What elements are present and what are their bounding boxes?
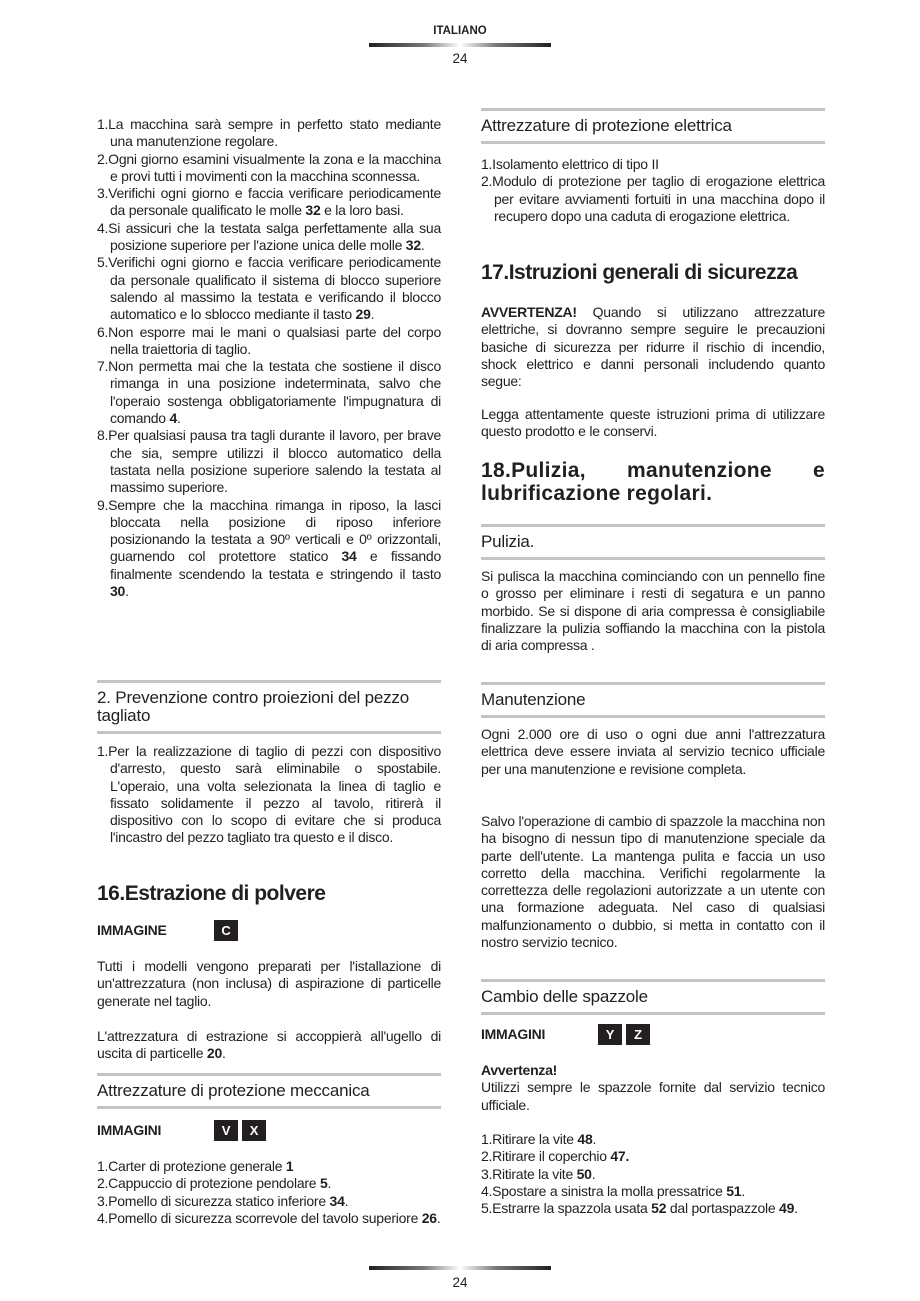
figure-reference (481, 1024, 825, 1045)
text-segment: . (741, 1182, 745, 1199)
text-segment: 3.Ritirate la vite (481, 1165, 577, 1182)
text-segment: Salvo l'operazione di cambio di spazzole la macchina non ha bisogno di nessun tipo di manutenzione speciale da parte dell'utente. La mantenga pulita e faccia un uso corretto della macchina. Verifichi regolarmente la correttezza delle regolazioni autorizzate a un utente con una formazione adeguata. Nel caso di qualsiasi malfunzionamento o dubbio, si metta in contatto con il nostro servizio tecnico. (481, 813, 825, 951)
list-item (97, 254, 441, 323)
text-segment: 7.Non permetta mai che la testata che sostiene il disco rimanga in una posizione indeterminata, salvo che l'operaio sostenga obbligatoriamente l'impugnatura di comando (97, 358, 441, 427)
text-segment: 6.Non esporre mai le mani o qualsiasi parte del corpo nella traiettoria di taglio. (97, 323, 441, 357)
figure-badge: Y (598, 1024, 622, 1045)
text-segment: dal portaspazzole (666, 1200, 780, 1217)
list-item (97, 116, 441, 151)
figure-badge: Z (626, 1024, 650, 1045)
text-segment: 2.Cappuccio di protezione pendolare (97, 1175, 320, 1192)
figure-reference (97, 920, 441, 941)
bold-reference: 50 (576, 1165, 592, 1182)
numbered-list (97, 116, 441, 600)
text-segment: Utilizzi sempre le spazzole fornite dal servizio tecnico ufficiale. (481, 1079, 825, 1113)
page-number-bottom: 24 (452, 1275, 468, 1290)
bold-reference: 4 (169, 410, 178, 427)
text-segment: . (794, 1200, 798, 1217)
text-segment: Ogni 2.000 ore di uso o ogni due anni l'attrezzatura elettrica deve essere inviata al servizio tecnico ufficiale per una manutenzione e revisione completa. (481, 726, 825, 777)
text-segment: . (327, 1175, 332, 1192)
subsection-heading: Pulizia. (481, 524, 825, 560)
text-segment: . (344, 1192, 349, 1209)
subsection-heading: 2. Prevenzione contro proiezioni del pezzo tagliato (97, 680, 441, 734)
list-item (481, 1131, 825, 1148)
list-item (481, 156, 825, 173)
figure-badge: V (214, 1120, 238, 1141)
text-segment: . (370, 306, 375, 323)
list-item (97, 1175, 441, 1192)
paragraph (481, 406, 825, 441)
list-item (97, 358, 441, 427)
list-item (97, 185, 441, 220)
bold-reference: AVVERTENZA! (481, 304, 577, 320)
text-segment: Quando si utilizzano attrezzature elettriche, si dovranno sempre seguire le precauzioni basiche di sicurezza per ridurre il rischio di incendio, shock elettrico e danni personali includendo quanto segue: (481, 304, 825, 390)
paragraph (97, 958, 441, 1010)
text-segment: 4.Si assicuri che la testata salga perfettamente alla sua posizione superiore per l'azione unica delle molle (97, 219, 441, 254)
paragraph (481, 726, 825, 778)
bold-reference: 34 (329, 1192, 345, 1209)
bold-reference: 1 (285, 1158, 294, 1174)
text-segment: . (222, 1045, 226, 1062)
numbered-list (97, 1158, 441, 1227)
list-item (481, 1148, 825, 1165)
text-segment: . (420, 237, 425, 254)
footer-divider (369, 1266, 551, 1270)
text-segment: 1.Ritirare la vite (481, 1131, 578, 1147)
text-segment: . (125, 583, 129, 600)
bold-reference: 34 (341, 548, 357, 565)
subsection-heading: Attrezzature di protezione meccanica (97, 1073, 441, 1109)
text-segment: 4.Spostare a sinistra la molla pressatrice (481, 1182, 727, 1199)
numbered-list (481, 156, 825, 225)
subsection-heading: Cambio delle spazzole (481, 979, 825, 1015)
list-item (481, 1166, 825, 1183)
text-segment: 2.Modulo di protezione per taglio di erogazione elettrica per evitare avviamenti fortuiti in una macchina dopo il recupero dopo una caduta di erogazione elettrica. (481, 173, 825, 224)
text-segment: . (177, 410, 181, 427)
numbered-list (97, 743, 441, 847)
bold-reference: Avvertenza! (481, 1062, 558, 1078)
list-item (97, 497, 441, 601)
list-item (481, 1200, 825, 1217)
list-item (97, 1210, 441, 1227)
bold-reference: 52 (651, 1200, 667, 1217)
text-segment: 1.Carter di protezione generale (97, 1158, 286, 1174)
paragraph (481, 813, 825, 951)
text-segment: 1.La macchina sarà sempre in perfetto stato mediante una manutenzione regolare. (97, 116, 441, 150)
list-item (481, 173, 825, 225)
list-item (97, 324, 441, 359)
text-segment: . (591, 1165, 596, 1182)
bold-reference: 26 (421, 1209, 437, 1226)
list-item (97, 743, 441, 847)
text-segment: . (592, 1131, 597, 1147)
list-item (481, 1183, 825, 1200)
figure-reference (97, 1120, 441, 1141)
text-segment: 5.Verifichi ogni giorno e faccia verificare periodicamente da personale qualificato il sistema di blocco superiore salendo al massimo la testata e verificando il blocco automatico e lo sblocco mediante il tasto (97, 254, 441, 323)
text-segment: 9.Sempre che la macchina rimanga in riposo, la lasci bloccata nella posizione di riposo inferiore posizionando la testata a 90º verticali e 0º orizzontali, guarnendo col protettore statico (97, 496, 441, 565)
text-segment: 2.Ogni giorno esamini visualmente la zona e la macchina e provi tutti i movimenti con la macchina sconnessa. (97, 150, 441, 184)
text-segment: L'attrezzatura di estrazione si accoppierà all'ugello di uscita di particelle (97, 1028, 441, 1062)
bold-reference: 20 (206, 1045, 222, 1062)
figure-badge: C (214, 920, 238, 941)
text-segment: 1.Per la realizzazione di taglio di pezzi con dispositivo d'arresto, questo sarà eliminabile o spostabile. L'operaio, una volta selezionata la linea di taglio e fissato solidamente il pezzo al tavolo, ritirerà il dispositivo con lo scopo di evitare che si produca l'incastro del pezzo tagliato tra questo e il disco. (97, 743, 441, 846)
figure-label: IMMAGINI (481, 1025, 546, 1042)
page-number-top: 24 (452, 51, 468, 66)
text-segment: 2.Ritirare il coperchio (481, 1148, 611, 1165)
bold-reference: 5 (319, 1175, 328, 1192)
figure-label: IMMAGINI (97, 1121, 162, 1138)
list-item (97, 220, 441, 255)
bold-reference: 49 (779, 1200, 795, 1217)
list-item (97, 151, 441, 186)
text-segment: Tutti i modelli vengono preparati per l'istallazione di un'attrezzatura (non inclusa) di aspirazione di particelle generate nel taglio. (97, 958, 441, 1009)
bold-reference: 47. (610, 1148, 630, 1165)
text-segment: . (436, 1209, 441, 1226)
figure-label: IMMAGINE (97, 921, 167, 938)
subsection-heading: Attrezzature di protezione elettrica (481, 108, 825, 144)
list-item (97, 1193, 441, 1210)
section-heading: 18.Pulizia, manutenzione e lubrificazione regolari. (481, 459, 825, 505)
bold-reference: 32 (405, 237, 421, 254)
bold-reference: 32 (305, 202, 321, 219)
text-segment: 5.Estrarre la spazzola usata (481, 1200, 652, 1217)
bold-reference: 51 (726, 1182, 742, 1199)
bold-reference: 30 (110, 583, 126, 600)
header-divider (369, 43, 551, 47)
paragraph (97, 1028, 441, 1063)
text-segment: e la loro basi. (320, 202, 404, 219)
text-segment: 3.Verifichi ogni giorno e faccia verificare periodicamente da personale qualificato le molle (97, 185, 441, 219)
list-item (97, 1158, 441, 1175)
figure-badge: X (242, 1120, 266, 1141)
language-header: ITALIANO (433, 25, 487, 37)
paragraph (481, 1062, 825, 1114)
section-heading: 17.Istruzioni generali di sicurezza (481, 261, 798, 284)
text-segment: Si pulisca la macchina cominciando con un pennello fine o grosso per eliminare i resti di segatura e un panno morbido. Se si dispone di aria compressa è consigliabile finalizzare la pulizia soffiando la macchina con la pistola di aria compressa . (481, 568, 825, 654)
bold-reference: 29 (355, 306, 371, 323)
text-segment: Legga attentamente queste istruzioni prima di utilizzare questo prodotto e le conservi. (481, 406, 825, 440)
paragraph (481, 304, 825, 390)
text-segment: 1.Isolamento elettrico di tipo II (481, 156, 659, 172)
subsection-heading: Manutenzione (481, 682, 825, 718)
text-segment: 3.Pomello di sicurezza statico inferiore (97, 1192, 330, 1209)
text-segment: e fissando finalmente scendendo la testata e stringendo il tasto (110, 548, 441, 582)
section-heading: 16.Estrazione di polvere (97, 882, 326, 905)
numbered-list (481, 1131, 825, 1217)
bold-reference: 48 (577, 1131, 593, 1147)
paragraph (481, 568, 825, 654)
list-item (97, 427, 441, 496)
text-segment: 8.Per qualsiasi pausa tra tagli durante il lavoro, per brave che sia, sempre utilizzi il blocco automatico della tastata nella posizione superiore salendo la testata al massimo superiore. (97, 427, 441, 496)
text-segment: 4.Pomello di sicurezza scorrevole del tavolo superiore (97, 1209, 422, 1226)
